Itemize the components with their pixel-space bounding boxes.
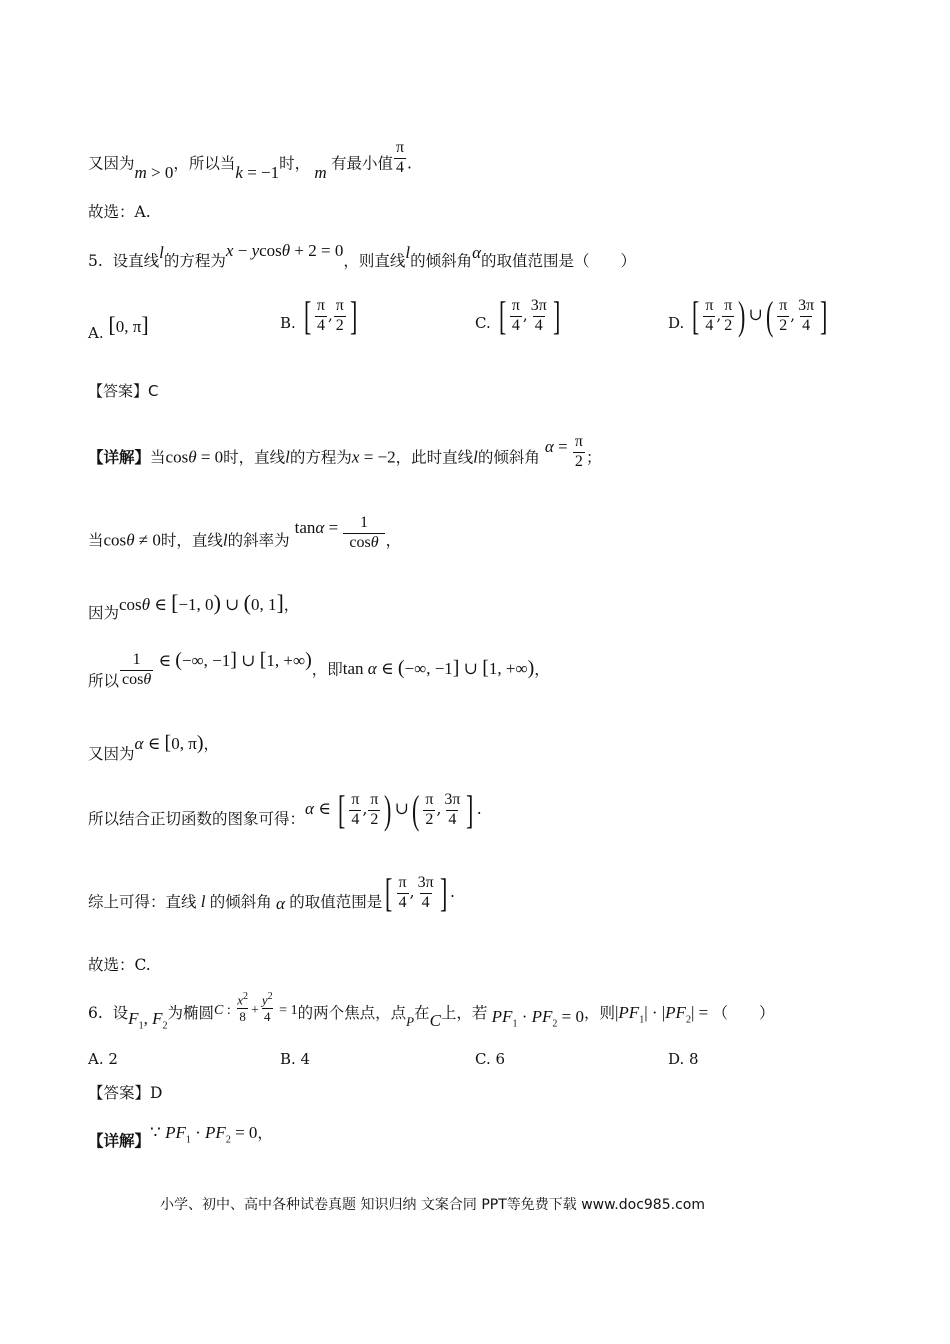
question-6: 6. 设$F_1$, $F_2$为椭圆C : $\frac{x^2}{8}$ + $\frac{y^2}{4}$ = 1的两个焦点，点$_P$在C上，若 $PF_1 \cdot PF_2 = 0$，则$|PF_1| \cdot |PF_2|$ = （ ） (88, 991, 775, 1032)
text: 所以 (88, 672, 120, 691)
detail-label: 【详解】 (88, 448, 151, 467)
detail-line-6: 所以结合正切函数的图象可得：α ∈ [ $\frac{\pi}{4}$ , $\frac{\pi}{2}$ ) ∪( $\frac{\pi}{2}$ , $\frac{3\pi}{4}$ ] . (88, 787, 482, 832)
text: ，则直线 (343, 252, 406, 270)
answer-5 (88, 384, 158, 399)
text: ，此时直线 (395, 448, 474, 467)
text: 时，直线 (160, 531, 223, 550)
footer-banner: 小学、初中、高中各种试卷真题 知识归纳 文案合同 PPT等免费下载 www.doc985.com (160, 1197, 705, 1213)
detail-line-1: 【详解】当cosθ = 0时，直线l的方程为x = −2，此时直线l的倾斜角 α = $\frac{\pi}{2}$ ； (88, 433, 602, 470)
text: 时， (279, 154, 311, 173)
detail-line-5: 又因为α ∈ [0, π)， (88, 732, 219, 763)
conclusion-c: 故选：C. (88, 956, 151, 974)
detail-line-7: 综上可得：直线 l 的倾斜角 α 的取值范围是[ $\frac{\pi}{4}$ , $\frac{3\pi}{4}$ ] . (88, 870, 455, 915)
text: 设 (112, 1003, 129, 1022)
option-label: A. (88, 324, 104, 342)
detail-line-4: 所以 $\frac{1}{\cos\theta}$ ∈ (−∞, −1] ∪ [1, +∞)，即tan α ∈ (−∞, −1] ∪ [1, +∞)， (88, 649, 550, 691)
text: 的取值范围是 (289, 893, 383, 911)
text: 的倾斜角 (209, 893, 272, 911)
text: 的倾斜角 (477, 448, 540, 467)
option-a: A. [0, π] (88, 312, 149, 342)
question-number: 5. (88, 252, 103, 270)
text: 为椭圆 (167, 1003, 214, 1022)
q6-option-c: C. 6 (475, 1050, 506, 1068)
text: 因为 (88, 604, 120, 622)
conclusion-a: 故选：A. (88, 203, 151, 221)
answer-text: 【答案】C (88, 382, 159, 400)
detail-line-2: 当cosθ ≠ 0时，直线l的斜率为 tanα = $\frac{1}{\cos\theta}$ ， (88, 514, 402, 551)
text: 的方程为 (163, 252, 226, 270)
option-b: B. [ $\frac{\pi}{4}$ , $\frac{\pi}{2}$ ] (280, 293, 358, 338)
text: 的两个焦点，点 (297, 1003, 407, 1022)
text: 又因为 (88, 745, 135, 763)
text: 所以结合正切函数的图象可得： (88, 810, 306, 828)
detail-line-3: 因为cosθ ∈ [−1, 0) ∪ (0, 1]， (88, 590, 300, 622)
text: 设直线 (112, 252, 160, 270)
question-5: 5. 设直线l的方程为x − ycosθ + 2 = 0，则直线l的倾斜角α的取值范围是（ ） (88, 241, 637, 270)
q6-option-d: D. 8 (668, 1050, 699, 1068)
option-c: C. [ $\frac{\pi}{4}$ , $\frac{3\pi}{4}$ ] (475, 293, 561, 338)
text: （ ） (712, 1003, 775, 1022)
q6-option-a: A. 2 (88, 1050, 118, 1068)
text: 当 (88, 531, 104, 550)
line-min-value: 又因为m > 0，所以当k = −1时， m 有最小值 $\frac{\pi}{4}$ . (88, 139, 412, 183)
text: 的倾斜角 (410, 252, 473, 270)
detail-6: 【详解】∵ $PF_1 \cdot PF_2 = 0$， (88, 1123, 273, 1150)
text: 的斜率为 (227, 531, 290, 550)
option-label: D. (668, 314, 685, 332)
text: 在 (414, 1003, 430, 1022)
q6-option-b: B. 4 (280, 1050, 311, 1068)
text: 又因为 (88, 154, 135, 173)
text: 时，直线 (223, 448, 286, 467)
text: 的方程为 (289, 448, 352, 467)
option-label: C. (475, 314, 491, 332)
option-label: B. (280, 314, 296, 332)
answer-6: 【答案】D (88, 1084, 163, 1102)
text: ，即 (311, 660, 343, 679)
text: ，所以当 (173, 154, 236, 173)
text: 综上可得：直线 (88, 893, 197, 911)
text: 有最小值 (330, 154, 393, 173)
detail-label: 【详解】 (88, 1132, 151, 1150)
text: 的取值范围是（ ） (481, 252, 637, 270)
text: 上，若 (440, 1003, 488, 1022)
text: ，则 (584, 1003, 616, 1022)
text: 当 (150, 448, 166, 467)
question-number: 6. (88, 1003, 103, 1022)
option-d: D. [ $\frac{\pi}{4}$ , $\frac{\pi}{2}$ ) ∪( $\frac{\pi}{2}$ , $\frac{3\pi}{4}$ ] (668, 293, 828, 338)
